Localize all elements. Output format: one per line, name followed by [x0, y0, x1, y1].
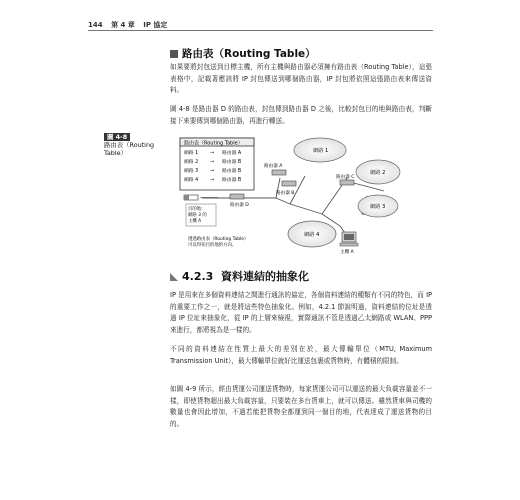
packet-icon	[184, 195, 218, 200]
header-rule	[88, 30, 433, 31]
section-paragraph-1: 如果要將封包送到目標主機，所有主機與路由器必須擁有路由表（Routing Table），這張表格中，記載著應該將 IP 封包傳送到哪個路由器，IP 封包將依照這張路由表來傳送資料。	[170, 63, 432, 94]
subsection-paragraph-2: 不同的資料連結在性質上最大的差別在於，最大傳輸單位（MTU, Maximum Transmission Unit），最大傳輸單位就好比運送包裹或貨物時，有體積的限制。	[170, 345, 432, 365]
destination-note	[186, 204, 216, 226]
router-c	[336, 173, 354, 185]
svg-text:透過路由表（Routing Table）: 透過路由表（Routing Table）	[188, 237, 249, 242]
section-title: 路由表（Routing Table）	[170, 46, 316, 61]
subsection-paragraph-3: 如圖 4-9 所示，經由貨運公司運送貨物時，每家貨運公司可以運送的最大負載容量並不一樣，即使貨物超出最大負載容量，只要裝在多台貨車上，就可以傳送。雖然貨車與司機的數量也會因此增加，不過若能把貨物全都運到同一個目的地，代表達成了運送貨物的目的。	[170, 385, 432, 428]
routing-table-router: 路由器 B	[222, 169, 242, 174]
section-paragraph-2: 圖 4-8 是路由器 D 的路由表，封包傳到路由器 D 之後，比較封包目的地與路由表，判斷接下來要傳到哪個路由器，再進行轉送。	[170, 105, 432, 125]
router-d-label: 路由器 D	[230, 203, 249, 208]
subsection-title: 資料連結的抽象化	[221, 270, 309, 283]
right-arrow-icon: →	[210, 178, 215, 183]
network-1-label: 網路 1	[313, 148, 329, 154]
figure-caption-text: 路由表（Routing Table）	[104, 141, 155, 157]
bottom-note	[188, 235, 248, 248]
chapter-title: IP 協定	[143, 21, 168, 29]
svg-text:可以得知目的地的方向。: 可以得知目的地的方向。	[188, 243, 237, 248]
routing-table-router: 路由器 B	[222, 178, 242, 183]
right-arrow-icon: →	[210, 169, 215, 174]
routing-table-title: 路由表（Routing Table）	[184, 140, 243, 147]
page-number: 144	[88, 21, 103, 29]
network-cloud-4	[288, 221, 336, 247]
subsection-heading	[170, 268, 309, 284]
subsection-paragraph-1: IP 是用來在多個資料連結之間進行通訊的協定，各個資料連結的種類有不同的特色，而 IP 的重要工作之一，就是將這些特色抽象化。例如，4.2.1 節說明過，資料連結的位址是透過 IP 位址來抽象化，從 IP 的上層來檢視，實際通訊不管是透過乙太網路或 WLAN、PPP 來進行，都將視為是一樣的。	[170, 291, 432, 334]
square-bullet-icon	[170, 50, 178, 58]
router-b-label: 路由器 B	[276, 191, 295, 196]
routing-table-box	[180, 138, 254, 190]
router-c-label: 路由器 C	[336, 175, 355, 180]
svg-text:網路 3 的: 網路 3 的	[188, 213, 207, 218]
routing-table-router: 路由器 A	[222, 151, 242, 156]
triangle-bullet-icon	[170, 273, 178, 281]
running-header	[88, 20, 173, 30]
network-3-label: 網路 3	[370, 204, 386, 210]
host-a-label: 主機 A	[340, 250, 354, 255]
router-d	[230, 194, 249, 208]
routing-table-destination: 網路 1	[184, 151, 199, 156]
chapter-label: 第 4 章	[111, 21, 135, 29]
svg-text:主機 A: 主機 A	[188, 219, 202, 224]
routing-table-destination: 網路 4	[184, 178, 199, 183]
network-cloud-3	[358, 195, 398, 217]
router-a	[264, 162, 286, 175]
routing-table-destination: 網路 3	[184, 169, 199, 174]
routing-table-router: 路由器 B	[222, 160, 242, 165]
routing-table-destination: 網路 2	[184, 160, 199, 165]
network-cloud-2	[356, 160, 400, 184]
svg-text:目的地：: 目的地：	[188, 207, 206, 212]
subsection-number: 4.2.3	[182, 270, 214, 283]
figure-label: 圖 4-8	[104, 133, 130, 141]
routing-diagram	[172, 136, 417, 261]
network-4-label: 網路 4	[304, 232, 320, 238]
network-2-label: 網路 2	[370, 170, 386, 176]
router-a-label: 路由器 A	[264, 164, 283, 169]
computer-icon	[340, 232, 358, 255]
figure-caption	[104, 133, 164, 157]
right-arrow-icon: →	[210, 160, 215, 165]
right-arrow-icon: →	[210, 151, 215, 156]
network-cloud-1	[294, 138, 346, 162]
